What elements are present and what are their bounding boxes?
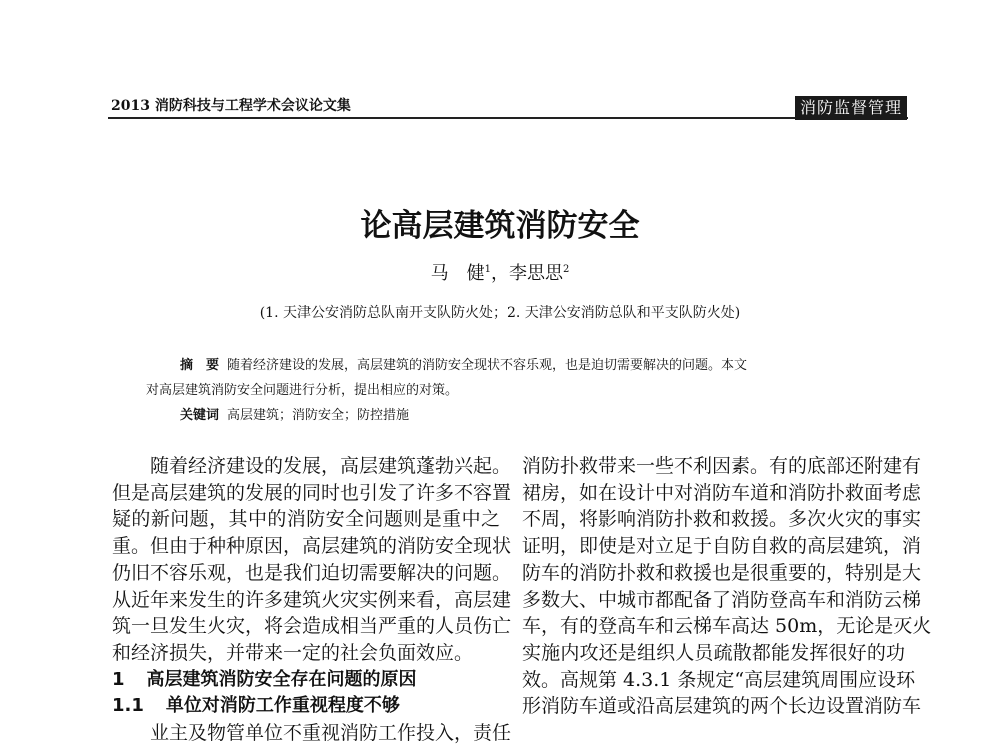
body-line: 随着经济建设的发展，高层建筑蓬勃兴起。 bbox=[150, 455, 512, 477]
author-name: 李思思 bbox=[509, 263, 563, 284]
abstract-label: 摘 要 bbox=[180, 358, 220, 373]
header-rule bbox=[108, 117, 908, 119]
subsection-heading bbox=[112, 693, 500, 720]
heading-text: 高层建筑消防安全存在问题的原因 bbox=[146, 668, 417, 690]
abstract-line bbox=[146, 353, 866, 378]
heading-number: 1 bbox=[112, 668, 125, 690]
keywords-text: 高层建筑；消防安全；防控措施 bbox=[227, 408, 410, 423]
body-line: 疑的新问题，其中的消防安全问题则是重中之 bbox=[112, 508, 500, 531]
body-line: 筑一旦发生火灾，将会造成相当严重的人员伤亡 bbox=[112, 615, 512, 638]
right-column bbox=[522, 453, 932, 720]
author-name: 马 健 bbox=[430, 263, 485, 284]
keywords bbox=[180, 403, 900, 428]
abstract-text: 随着经济建设的发展，高层建筑的消防安全现状不容乐观，也是迫切需要解决的问题。本文 bbox=[227, 358, 748, 373]
body-line: 不周，将影响消防扑救和救援。多次火灾的事实 bbox=[522, 508, 922, 531]
author-affil-mark: 2 bbox=[563, 264, 570, 275]
body-line: 效。高规第 4.3.1 条规定“高层建筑周围应设环 bbox=[522, 668, 916, 691]
heading-text: 单位对消防工作重视程度不够 bbox=[165, 695, 400, 717]
body-line: 重。但由于种种原因，高层建筑的消防安全现状 bbox=[112, 535, 512, 558]
body-line: 业主及物管单位不重视消防工作投入，责任 bbox=[150, 722, 512, 745]
body-line: 但是高层建筑的发展的同时也引发了许多不容置 bbox=[112, 481, 512, 504]
journal-header: 2013 消防科技与工程学术会议论文集 bbox=[111, 98, 351, 114]
affiliation: (1. 天津公安消防总队南开支队防火处；2. 天津公安消防总队和平支队防火处) bbox=[259, 305, 741, 321]
body-line: 实施内攻还是组织人员疏散都能发挥很好的功 bbox=[522, 641, 905, 664]
authors: 马 健$^1$，李思思$^2$ bbox=[430, 263, 570, 284]
body-line: 消防扑救带来一些不利因素。有的底部还附建有 bbox=[522, 455, 922, 477]
body-line: 从近年来发生的许多建筑火灾实例来看，高层建 bbox=[112, 588, 512, 611]
body-line: 防车的消防扑救和救援也是很重要的，特别是大 bbox=[522, 561, 922, 584]
body-line: 裙房，如在设计中对消防车道和消防扑救面考虑 bbox=[522, 481, 922, 504]
keywords-label: 关键词 bbox=[180, 408, 220, 423]
body-line: 和经济损失，并带来一定的社会负面效应。 bbox=[112, 641, 474, 664]
author-affil-mark: 1 bbox=[484, 264, 491, 275]
body-line: 证明，即使是对立足于自防自救的高层建筑，消 bbox=[522, 535, 922, 558]
paper-title: 论高层建筑消防安全 bbox=[360, 208, 640, 244]
body-line: 车，有的登高车和云梯车高达 50m，无论是灭火 bbox=[522, 615, 932, 638]
left-column bbox=[112, 453, 512, 747]
section-badge: 消防监督管理 bbox=[795, 96, 907, 120]
abstract-line: 对高层建筑消防安全问题进行分析，提出相应的对策。 bbox=[146, 383, 459, 398]
body-line: 仍旧不容乐观，也是我们迫切需要解决的问题。 bbox=[112, 561, 512, 584]
body-line: 形消防车道或沿高层建筑的两个长边设置消防车 bbox=[522, 695, 922, 718]
section-heading bbox=[112, 667, 500, 694]
body-line: 多数大、中城市都配备了消防登高车和消防云梯 bbox=[522, 588, 922, 611]
heading-number: 1.1 bbox=[112, 695, 144, 717]
